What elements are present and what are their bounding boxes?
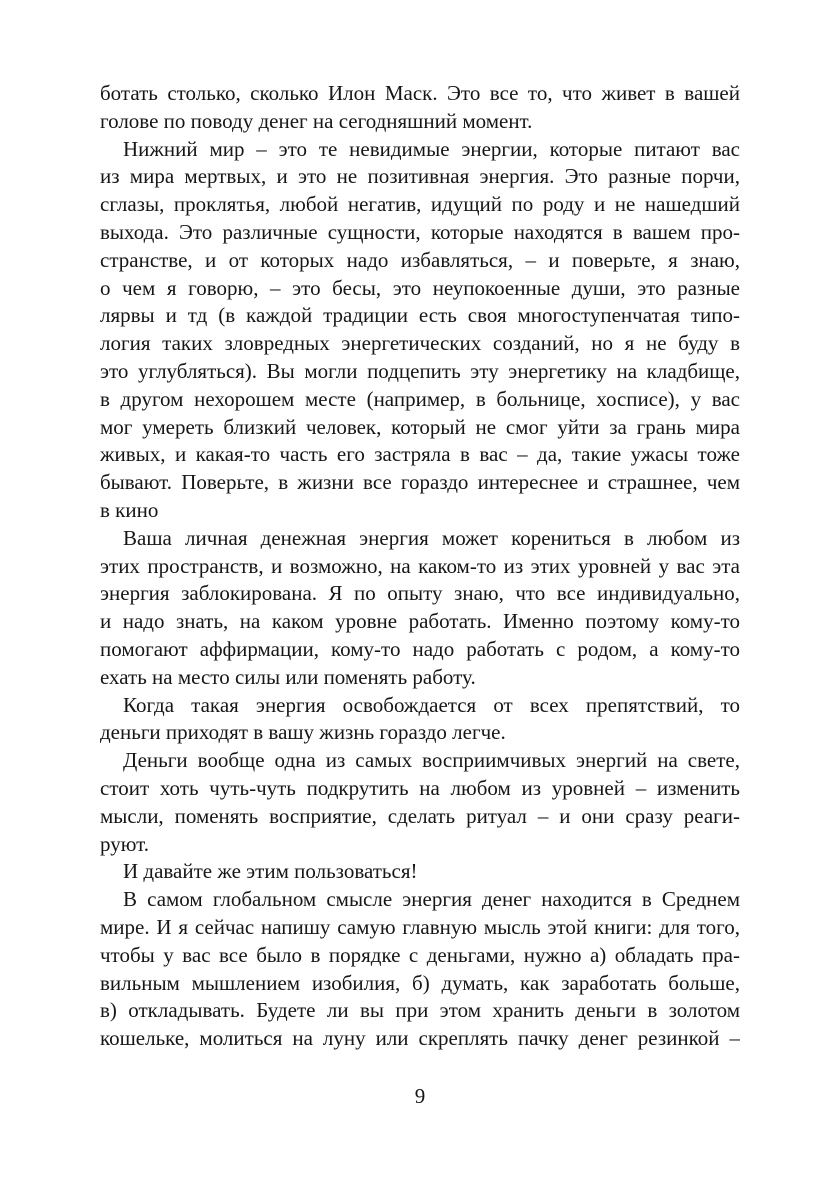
text-line: выхода. Это различные сущности, которые находятся в вашем про- — [100, 219, 740, 244]
text-line: стоит хоть чуть-чуть подкрутить на любом из уровней – изменить — [100, 775, 740, 800]
text-line: и надо знать, на каком уровне работать. Именно поэтому кому-то — [100, 609, 740, 634]
text-line: ботать столько, сколько Илон Маск. Это все то, что живет в вашей — [100, 81, 740, 105]
text-line: в другом нехорошем месте (например, в больнице, хосписе), у вас — [100, 386, 740, 411]
text-line: мог умереть близкий человек, который не смог уйти за грань мира — [100, 414, 740, 439]
text-line: голове по поводу денег на сегодняшний момент. — [100, 108, 533, 133]
text-line: помогают аффирмации, кому-то надо работать с родом, а кому-то — [100, 636, 740, 661]
text-line: И давайте же этим пользоваться! — [123, 859, 418, 884]
text-line: бывают. Поверьте, в жизни все гораздо интереснее и страшнее, чем — [100, 470, 740, 495]
text-line: в) откладывать. Будете ли вы при этом хранить деньги в золотом — [100, 998, 740, 1023]
page-text — [100, 80, 740, 1053]
text-line: энергия заблокирована. Я по опыту знаю, что все индивидуально, — [100, 581, 740, 606]
text-line: логия таких зловредных энергетических созданий, но я не буду в — [100, 331, 740, 356]
paragraph-2 — [100, 136, 740, 525]
text-line: лярвы и тд (в каждой традиции есть своя многоступенчатая типо- — [100, 303, 740, 328]
text-line: Когда такая энергия освобождается от всех препятствий, то — [123, 692, 740, 717]
text-line: в кино — [100, 497, 159, 522]
text-line: руют. — [100, 831, 149, 856]
paragraph-6 — [100, 858, 740, 886]
page-number: 9 — [414, 1084, 426, 1108]
text-line: Ваша личная денежная энергия может корениться в любом из — [123, 525, 740, 550]
paragraph-4 — [100, 692, 740, 748]
text-line: странстве, и от которых надо избавляться, – и поверьте, я знаю, — [100, 247, 740, 272]
text-line: ехать на место силы или поменять работу. — [100, 664, 476, 689]
text-line: этих пространств, и возможно, на каком-то из этих уровней у вас эта — [100, 553, 740, 578]
text-line: мире. И я сейчас напишу самую главную мысль этой книги: для того, — [100, 914, 740, 939]
text-line: из мира мертвых, и это не позитивная энергия. Это разные порчи, — [100, 164, 740, 189]
text-line: В самом глобальном смысле энергия денег находится в Среднем — [123, 887, 740, 912]
text-line: Нижний мир – это те невидимые энергии, которые питают вас — [123, 136, 740, 161]
text-line: о чем я говорю, – это бесы, это неупокоенные души, это разные — [100, 275, 740, 300]
paragraph-3 — [100, 525, 740, 692]
paragraph-7 — [100, 886, 740, 1053]
text-line: это углубляться). Вы могли подцепить эту энергетику на кладбище, — [100, 358, 740, 383]
text-line: деньги приходят в вашу жизнь гораздо легче. — [100, 720, 506, 745]
paragraph-5 — [100, 747, 740, 858]
text-line: мысли, поменять восприятие, сделать ритуал – и они сразу реаги- — [100, 803, 740, 828]
text-line: кошельке, молиться на луну или скреплять пачку денег резинкой – — [100, 1026, 740, 1051]
text-line: вильным мышлением изобилия, б) думать, как заработать больше, — [100, 970, 740, 995]
text-line: Деньги вообще одна из самых восприимчивых энергий на свете, — [123, 748, 740, 773]
text-line: живых, и какая-то часть его застряла в вас – да, такие ужасы тоже — [100, 442, 740, 467]
text-line: чтобы у вас все было в порядке с деньгами, нужно а) обладать пра- — [100, 942, 740, 967]
paragraph-1 — [100, 80, 740, 136]
text-line: сглазы, проклятья, любой негатив, идущий по роду и не нашедший — [100, 192, 740, 217]
